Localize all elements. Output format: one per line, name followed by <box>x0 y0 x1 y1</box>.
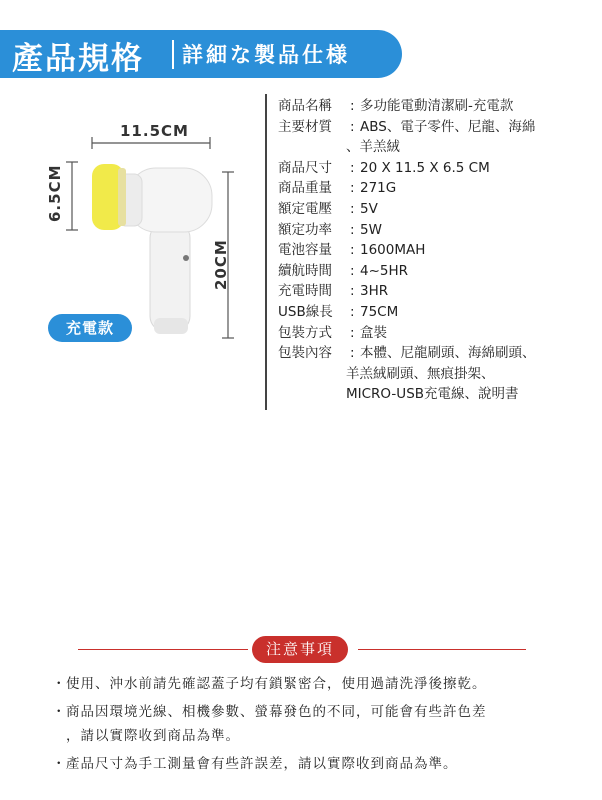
spec-row-contents: 包裝內容 : 本體、尼龍刷頭、海綿刷頭、 <box>278 345 536 362</box>
spec-row-power: 額定功率 : 5W <box>278 221 382 238</box>
spec-row-packaging: 包裝方式 : 盒裝 <box>278 324 387 341</box>
banner-divider <box>172 40 174 69</box>
notice-title: 注意事項 <box>252 636 348 663</box>
height-dimension: 6.5CM <box>46 164 64 222</box>
spec-row-battery: 電池容量 : 1600MAH <box>278 242 426 259</box>
header-banner <box>0 30 402 78</box>
spec-row-charge-time: 充電時間 : 3HR <box>278 283 389 300</box>
bullet-icon: ・ <box>52 756 67 772</box>
spec-row-weight: 商品重量 : 271G <box>278 180 397 197</box>
spec-row-usb-length: USB線長 : 75CM <box>278 303 399 320</box>
rechargeable-badge: 充電款 <box>48 314 132 342</box>
notice-line-left <box>78 649 248 650</box>
spec-row-runtime: 續航時間 : 4~5HR <box>278 262 409 279</box>
notice-item: ・使用、沖水前請先確認蓋子均有鎖緊密合，使用過請洗淨後擦乾。 <box>52 672 572 696</box>
page-subtitle: 詳細な製品仕様 <box>182 43 350 67</box>
spec-row-contents-cont-2: MICRO-USB充電線、說明書 <box>346 386 519 403</box>
bullet-icon: ・ <box>52 676 67 692</box>
bullet-icon: ・ <box>52 704 67 720</box>
spec-row-contents-cont-1: 羊羔絨刷頭、無痕掛架、 <box>346 365 495 382</box>
spec-row-material: 主要材質 : ABS、電子零件、尼龍、海綿 <box>278 118 536 135</box>
notice-item: ・商品因環境光線、相機參數、螢幕發色的不同，可能會有些許色差 ，請以實際收到商品為準。 <box>52 700 572 748</box>
length-dimension: 20CM <box>212 239 230 290</box>
notice-line-right <box>358 649 526 650</box>
width-dimension: 11.5CM <box>120 122 189 140</box>
spec-row-size: 商品尺寸 : 20 X 11.5 X 6.5 CM <box>278 159 490 176</box>
spec-list <box>278 96 578 405</box>
spec-row-material-cont: 、羊羔絨 <box>346 139 400 156</box>
spec-divider <box>265 94 267 410</box>
page-title: 產品規格 <box>12 41 144 77</box>
spec-row-name: 商品名稱 : 多功能電動清潔刷-充電款 <box>278 98 514 114</box>
notice-list <box>52 672 572 780</box>
spec-row-voltage: 額定電壓 : 5V <box>278 200 378 217</box>
notice-item: ・產品尺寸為手工測量會有些許誤差，請以實際收到商品為準。 <box>52 752 572 776</box>
